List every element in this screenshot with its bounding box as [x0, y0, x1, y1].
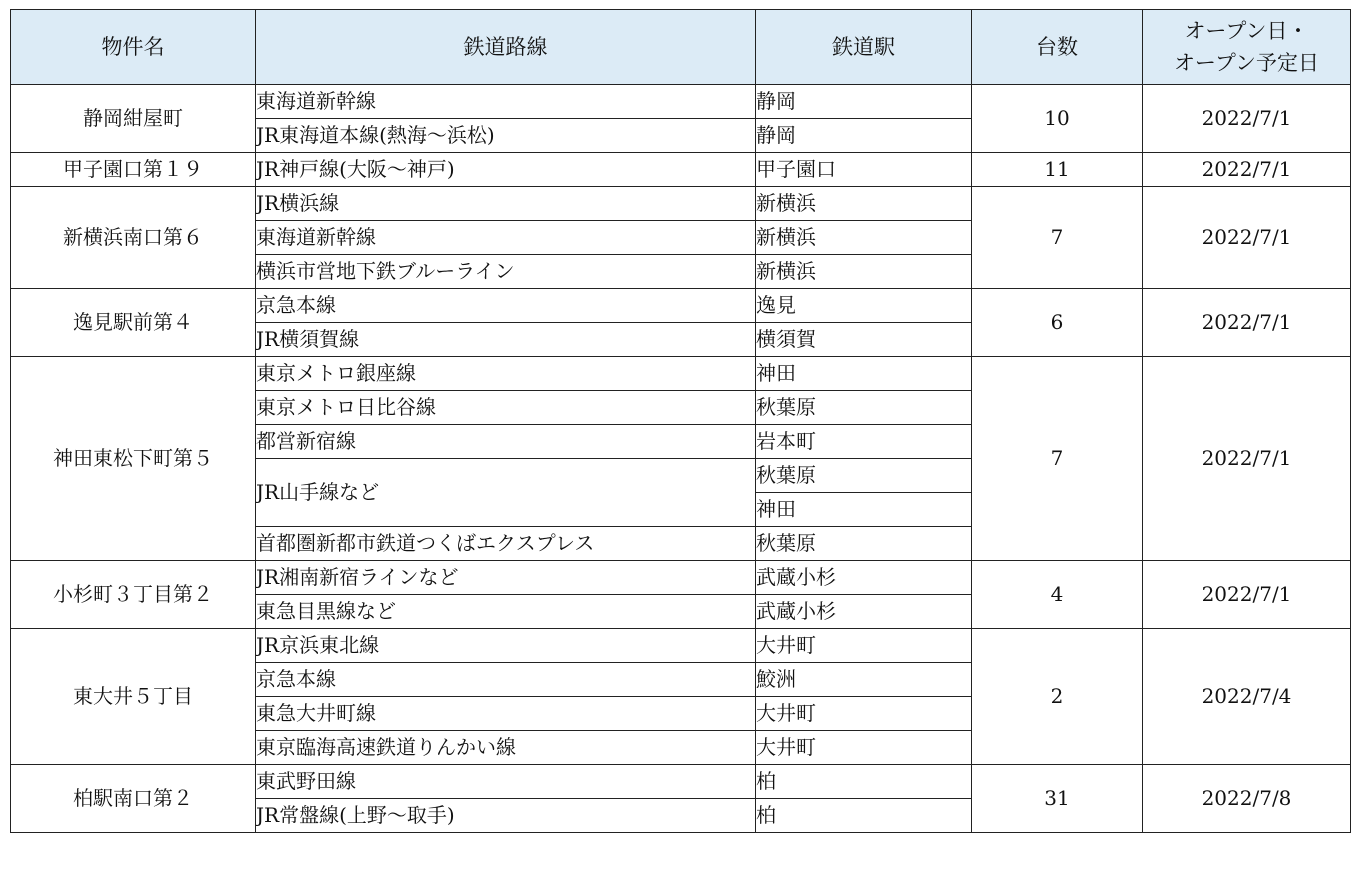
- parking-count: 10: [972, 85, 1143, 153]
- railway-station: 横須賀: [756, 323, 972, 357]
- parking-count: 7: [972, 357, 1143, 561]
- railway-line: 横浜市営地下鉄ブルーライン: [256, 255, 756, 289]
- railway-line: 首都圏新都市鉄道つくばエクスプレス: [256, 527, 756, 561]
- open-date: 2022/7/8: [1143, 765, 1351, 833]
- railway-station: 柏: [756, 765, 972, 799]
- table-row: [11, 357, 1351, 391]
- railway-station: 大井町: [756, 731, 972, 765]
- railway-line: 東京メトロ銀座線: [256, 357, 756, 391]
- railway-station: 神田: [756, 493, 972, 527]
- open-date: 2022/7/1: [1143, 85, 1351, 153]
- open-date: 2022/7/4: [1143, 629, 1351, 765]
- property-name: 小杉町３丁目第２: [11, 561, 256, 629]
- railway-station: 神田: [756, 357, 972, 391]
- open-date: 2022/7/1: [1143, 357, 1351, 561]
- open-date: 2022/7/1: [1143, 187, 1351, 289]
- header-railway-station: 鉄道駅: [756, 10, 972, 85]
- table-body: [11, 85, 1351, 833]
- railway-line: 京急本線: [256, 663, 756, 697]
- parking-property-table: [10, 9, 1351, 833]
- header-open-date-line2: オープン予定日: [1173, 51, 1320, 75]
- railway-line: 都営新宿線: [256, 425, 756, 459]
- railway-line: JR神戸線(大阪～神戸): [256, 153, 756, 187]
- header-open-date-line1: オープン日・: [1184, 19, 1309, 43]
- table-row: [11, 561, 1351, 595]
- railway-line: JR横須賀線: [256, 323, 756, 357]
- railway-line: 東海道新幹線: [256, 221, 756, 255]
- railway-station: 静岡: [756, 119, 972, 153]
- railway-line: 東京メトロ日比谷線: [256, 391, 756, 425]
- railway-station: 新横浜: [756, 221, 972, 255]
- railway-line: JR横浜線: [256, 187, 756, 221]
- railway-station: 武蔵小杉: [756, 595, 972, 629]
- open-date: 2022/7/1: [1143, 561, 1351, 629]
- railway-line: JR湘南新宿ラインなど: [256, 561, 756, 595]
- property-name: 神田東松下町第５: [11, 357, 256, 561]
- railway-station: 新横浜: [756, 255, 972, 289]
- railway-line: 東京臨海高速鉄道りんかい線: [256, 731, 756, 765]
- railway-line: JR東海道本線(熱海～浜松): [256, 119, 756, 153]
- railway-station: 鮫洲: [756, 663, 972, 697]
- header-property-name: 物件名: [11, 10, 256, 85]
- table-row: [11, 85, 1351, 119]
- header-railway-line: 鉄道路線: [256, 10, 756, 85]
- table-row: [11, 765, 1351, 799]
- railway-line: 東急目黒線など: [256, 595, 756, 629]
- railway-station: 静岡: [756, 85, 972, 119]
- property-name: 新横浜南口第６: [11, 187, 256, 289]
- railway-line: 京急本線: [256, 289, 756, 323]
- property-name: 柏駅南口第２: [11, 765, 256, 833]
- parking-count: 6: [972, 289, 1143, 357]
- property-name: 静岡紺屋町: [11, 85, 256, 153]
- parking-count: 7: [972, 187, 1143, 289]
- railway-line: JR京浜東北線: [256, 629, 756, 663]
- parking-count: 4: [972, 561, 1143, 629]
- table-row: [11, 187, 1351, 221]
- railway-station: 新横浜: [756, 187, 972, 221]
- railway-station: 逸見: [756, 289, 972, 323]
- header-row: [11, 10, 1351, 85]
- railway-station: 柏: [756, 799, 972, 833]
- railway-line: 東急大井町線: [256, 697, 756, 731]
- parking-count: 11: [972, 153, 1143, 187]
- railway-station: 秋葉原: [756, 459, 972, 493]
- property-name: 逸見駅前第４: [11, 289, 256, 357]
- parking-count: 31: [972, 765, 1143, 833]
- railway-station: 大井町: [756, 629, 972, 663]
- railway-line: 東武野田線: [256, 765, 756, 799]
- header-count: 台数: [972, 10, 1143, 85]
- open-date: 2022/7/1: [1143, 153, 1351, 187]
- header-open-date: [1143, 10, 1351, 85]
- parking-count: 2: [972, 629, 1143, 765]
- railway-station: 岩本町: [756, 425, 972, 459]
- table-row: [11, 289, 1351, 323]
- railway-station: 武蔵小杉: [756, 561, 972, 595]
- railway-station: 秋葉原: [756, 391, 972, 425]
- table-row: [11, 153, 1351, 187]
- railway-line: 東海道新幹線: [256, 85, 756, 119]
- table-row: [11, 629, 1351, 663]
- property-name: 甲子園口第１９: [11, 153, 256, 187]
- open-date: 2022/7/1: [1143, 289, 1351, 357]
- railway-station: 大井町: [756, 697, 972, 731]
- property-name: 東大井５丁目: [11, 629, 256, 765]
- railway-line: JR常盤線(上野～取手): [256, 799, 756, 833]
- railway-station: 甲子園口: [756, 153, 972, 187]
- railway-line: JR山手線など: [256, 459, 756, 527]
- railway-station: 秋葉原: [756, 527, 972, 561]
